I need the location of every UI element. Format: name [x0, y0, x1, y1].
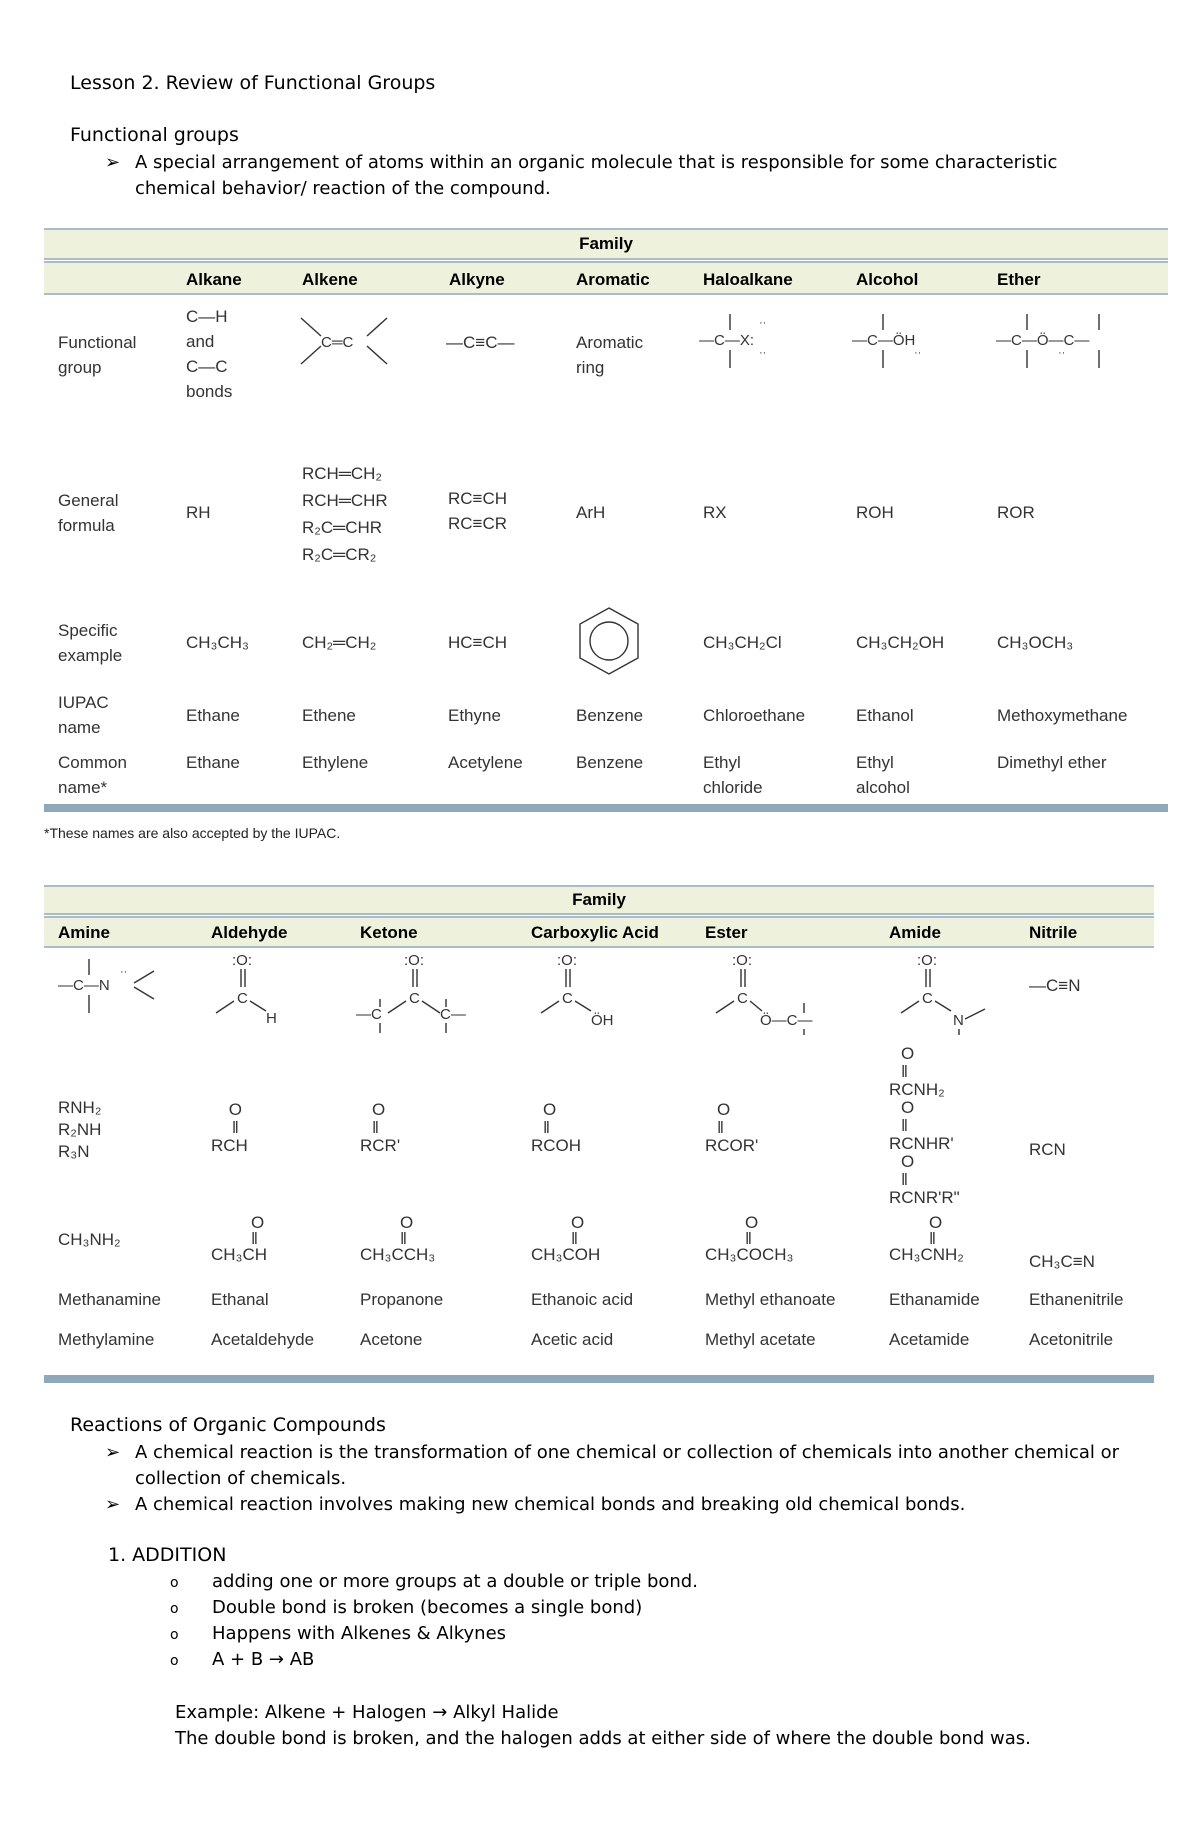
addition-example: Example: Alkene + Halogen → Alkyl Halide — [175, 1702, 559, 1723]
fg-nitrile: —C≡N — [1029, 976, 1081, 995]
gf-alkane: RH — [186, 503, 211, 522]
family-carboxylic-acid: Carboxylic Acid — [531, 923, 659, 942]
functional-groups-table-2 — [44, 885, 1154, 1390]
ex2-ester: O ‖ CH₃COCH₃ — [705, 1213, 794, 1264]
gf-alcohol: ROH — [856, 503, 894, 522]
iupac-aromatic: Benzene — [576, 706, 644, 725]
family-header-band-2 — [44, 885, 1154, 915]
fg-aromatic: Aromatic ring — [576, 333, 644, 377]
row-label-common-name: Common name* — [58, 753, 127, 797]
functional-groups-heading: Functional groups — [70, 124, 239, 146]
common-alcohol: Ethyl alcohol — [856, 753, 910, 797]
ex-alkyne: HC≡CH — [448, 633, 508, 652]
circle-bullet-icon: o — [170, 1575, 179, 1591]
family-alkane: Alkane — [186, 270, 242, 289]
family-alkene: Alkene — [302, 270, 358, 289]
circle-bullet-icon: o — [170, 1601, 179, 1617]
common-haloalkane: Ethyl chloride — [703, 753, 763, 797]
table-footnote: *These names are also accepted by the IUPAC. — [44, 825, 341, 841]
iupac-alkane: Ethane — [186, 706, 240, 725]
iupac2-carboxylic-acid: Ethanoic acid — [531, 1290, 634, 1309]
table-bottom-bar — [44, 804, 1168, 812]
gf2-amine: RNH₂ R₂NH R₃N — [58, 1098, 102, 1161]
iupac-ether: Methoxymethane — [997, 706, 1128, 725]
lesson-title: Lesson 2. Review of Functional Groups — [70, 72, 436, 94]
ex2-aldehyde: O ‖ CH₃CH — [211, 1213, 268, 1264]
common2-amide: Acetamide — [889, 1330, 970, 1349]
amide-functional-group-structure — [889, 951, 1009, 1035]
family-label-2: Family — [572, 890, 626, 909]
svg-text:—C: —C — [356, 1006, 382, 1023]
svg-text::O:: :O: — [557, 952, 578, 969]
svg-text:—C—X:: —C—X: — [699, 332, 755, 349]
common2-ketone: Acetone — [360, 1330, 423, 1349]
gf-alkyne: RC≡CH RC≡CR — [448, 489, 508, 533]
svg-text:C: C — [922, 990, 933, 1007]
row-label-general-formula: General formula — [58, 491, 119, 535]
family-haloalkane: Haloalkane — [703, 270, 793, 289]
svg-text:C: C — [737, 990, 748, 1007]
family-aromatic: Aromatic — [576, 270, 650, 289]
gf2-ketone: O ‖ RCR' — [360, 1100, 401, 1155]
svg-text::O:: :O: — [404, 952, 425, 969]
addition-heading: 1. ADDITION — [108, 1544, 227, 1566]
arrow-bullet-icon: ➢ — [105, 1442, 121, 1463]
addition-explanation: The double bond is broken, and the halogen adds at either side of where the double bond was. — [175, 1728, 1031, 1749]
ex-ether: CH₃OCH₃ — [997, 633, 1074, 652]
benzene-ring-structure — [574, 606, 644, 676]
family-amine: Amine — [58, 923, 110, 942]
iupac2-ketone: Propanone — [360, 1290, 444, 1309]
common2-ester: Methyl acetate — [705, 1330, 816, 1349]
iupac-haloalkane: Chloroethane — [703, 706, 806, 725]
circle-bullet-icon: o — [170, 1627, 179, 1643]
common2-nitrile: Acetonitrile — [1029, 1330, 1114, 1349]
iupac2-aldehyde: Ethanal — [211, 1290, 269, 1309]
gf2-ester: O ‖ RCOR' — [705, 1100, 759, 1155]
addition-item-3: o Happens with Alkenes & Alkynes — [170, 1623, 507, 1644]
definition-text: A special arrangement of atoms within an organic molecule that is responsible for some characteristic chemical behavior/ reaction of the compound. — [135, 152, 1058, 199]
fg-alkyne: —C≡C— — [446, 333, 515, 352]
row-label-functional-group: Functional group — [58, 333, 137, 377]
iupac2-amide: Ethanamide — [889, 1290, 980, 1309]
svg-text:N: N — [953, 1012, 964, 1029]
family-ether: Ether — [997, 270, 1041, 289]
svg-text::O:: :O: — [232, 952, 253, 969]
svg-text:C: C — [237, 990, 248, 1007]
amine-functional-group-structure — [58, 957, 168, 1015]
ex2-amide: O ‖ CH₃CNH₂ — [889, 1213, 964, 1264]
gf2-nitrile: RCN — [1029, 1140, 1066, 1159]
family-header-band — [44, 228, 1168, 260]
common-alkyne: Acetylene — [448, 753, 523, 772]
common2-amine: Methylamine — [58, 1330, 155, 1349]
haloalkane-functional-group-structure — [699, 312, 789, 372]
svg-text:C—: C— — [440, 1006, 466, 1023]
common-alkene: Ethylene — [302, 753, 369, 772]
arrow-bullet-icon: ➢ — [105, 152, 121, 173]
svg-text:··: ·· — [1058, 347, 1066, 359]
ester-functional-group-structure — [704, 951, 854, 1035]
svg-text:C═C: C═C — [321, 334, 354, 351]
iupac2-amine: Methanamine — [58, 1290, 162, 1309]
addition-item-2: o Double bond is broken (becomes a single bond) — [170, 1597, 643, 1618]
family-alcohol: Alcohol — [856, 270, 919, 289]
ex-alcohol: CH₃CH₂OH — [856, 633, 945, 652]
family-alkyne: Alkyne — [449, 270, 505, 289]
ex-alkane: CH₃CH₃ — [186, 633, 249, 652]
svg-text:··: ·· — [914, 347, 922, 359]
gf2-amide: O ‖ RCNH₂ O ‖ RCNHR' O ‖ RCNR'R" — [889, 1044, 960, 1207]
alcohol-functional-group-structure — [852, 312, 952, 372]
svg-text:—C—ÖH: —C—ÖH — [852, 332, 916, 349]
svg-text:··: ·· — [120, 966, 128, 978]
addition-item-4: o A + B → AB — [170, 1649, 315, 1670]
svg-text:··: ·· — [759, 317, 767, 329]
row-label-specific-example: Specific example — [58, 621, 123, 665]
gf-ether: ROR — [997, 503, 1035, 522]
ex-haloalkane: CH₃CH₂Cl — [703, 633, 782, 652]
gf-alkene: RCH═CH₂ RCH═CHR R₂C═CHR R₂C═CR₂ — [302, 464, 388, 564]
family-amide: Amide — [889, 923, 941, 942]
addition-item-1: o adding one or more groups at a double or triple bond. — [170, 1571, 698, 1592]
common-ether: Dimethyl ether — [997, 753, 1107, 772]
reaction-bullet-2-text: A chemical reaction involves making new chemical bonds and breaking old chemical bonds. — [135, 1494, 966, 1515]
ex2-nitrile: CH₃C≡N — [1029, 1252, 1095, 1271]
iupac-alkyne: Ethyne — [448, 706, 501, 725]
svg-text:C: C — [409, 990, 420, 1007]
ether-functional-group-structure — [996, 312, 1136, 372]
svg-text:C: C — [562, 990, 573, 1007]
definition-bullet — [105, 150, 1135, 202]
ex2-carboxylic-acid: O ‖ CH₃COH — [531, 1213, 601, 1264]
row-label-iupac-name: IUPAC name — [58, 693, 109, 737]
arrow-bullet-icon: ➢ — [105, 1494, 121, 1515]
common-aromatic: Benzene — [576, 753, 644, 772]
iupac-alkene: Ethene — [302, 706, 356, 725]
aldehyde-functional-group-structure — [204, 951, 294, 1027]
table2-bottom-bar — [44, 1375, 1154, 1383]
svg-text:Ö—C—: Ö—C— — [760, 1012, 813, 1029]
iupac2-ester: Methyl ethanoate — [705, 1290, 836, 1309]
family-label: Family — [579, 234, 633, 253]
ex-alkene: CH₂═CH₂ — [302, 633, 377, 652]
gf2-aldehyde: O ‖ RCH — [211, 1100, 248, 1155]
circle-bullet-icon: o — [170, 1653, 179, 1669]
ketone-functional-group-structure — [356, 951, 486, 1035]
gf2-carboxylic-acid: O ‖ RCOH — [531, 1100, 582, 1155]
svg-text::O:: :O: — [732, 952, 753, 969]
gf-haloalkane: RX — [703, 503, 727, 522]
family-aldehyde: Aldehyde — [211, 923, 288, 942]
reactions-heading: Reactions of Organic Compounds — [70, 1414, 386, 1436]
svg-text:··: ·· — [759, 347, 767, 359]
reaction-bullet-2 — [105, 1492, 1135, 1518]
gf-aromatic: ArH — [576, 503, 606, 522]
common-alkane: Ethane — [186, 753, 240, 772]
fg-alkane: C—H and C—C bonds — [186, 307, 233, 401]
iupac-alcohol: Ethanol — [856, 706, 914, 725]
ex2-ketone: O ‖ CH₃CCH₃ — [360, 1213, 436, 1264]
ex2-amine: CH₃NH₂ — [58, 1230, 121, 1249]
svg-text:H: H — [266, 1010, 277, 1027]
svg-text::O:: :O: — [917, 952, 938, 969]
svg-text:—C—N: —C—N — [58, 977, 110, 994]
common2-aldehyde: Acetaldehyde — [211, 1330, 315, 1349]
functional-groups-table-1 — [44, 228, 1168, 818]
family-nitrile: Nitrile — [1029, 923, 1078, 942]
svg-text:ÖH: ÖH — [591, 1012, 614, 1029]
family-ketone: Ketone — [360, 923, 418, 942]
svg-text:—C—Ö—C—: —C—Ö—C— — [996, 332, 1090, 349]
alkene-functional-group-structure — [299, 316, 399, 368]
common2-carboxylic-acid: Acetic acid — [531, 1330, 614, 1349]
iupac2-nitrile: Ethanenitrile — [1029, 1290, 1124, 1309]
family-ester: Ester — [705, 923, 748, 942]
carboxylic-acid-functional-group-structure — [529, 951, 639, 1031]
reaction-bullet-1-text: A chemical reaction is the transformation of one chemical or collection of chemicals into another chemical or collection of chemicals. — [135, 1442, 1120, 1489]
reaction-bullet-1 — [105, 1440, 1135, 1492]
